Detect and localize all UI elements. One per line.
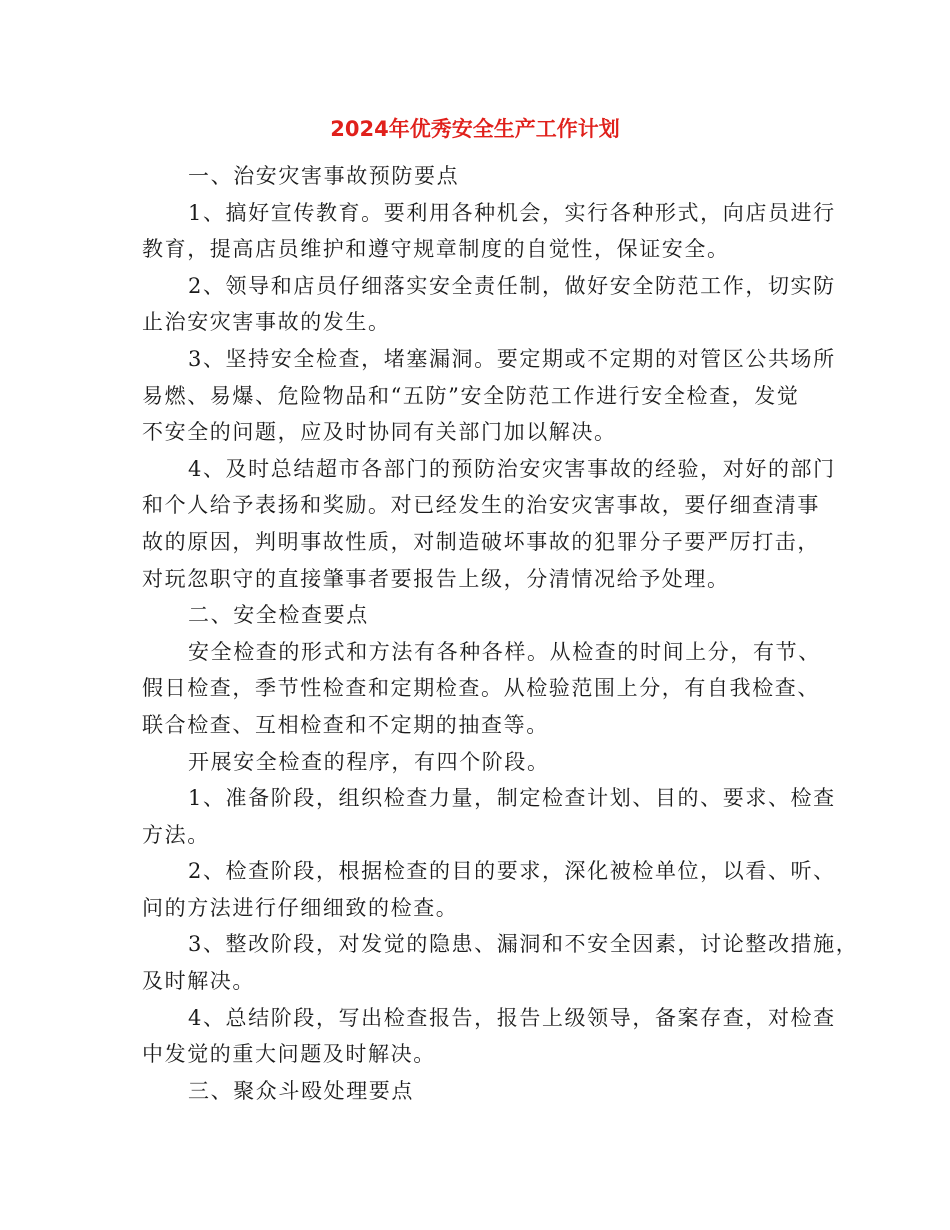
document-title: 2024年优秀安全生产工作计划 bbox=[330, 117, 620, 141]
document-body bbox=[142, 158, 859, 1109]
paragraph-continuation-line: 方法。 bbox=[142, 822, 210, 847]
paragraph-first-line: 安全检查的形式和方法有各种各样。从检查的时间上分，有节、 bbox=[188, 639, 821, 664]
paragraph-continuation-line: 和个人给予表扬和奖励。对已经发生的治安灾害事故，要仔细查清事 bbox=[142, 493, 820, 518]
paragraph-first-line: 2、检查阶段，根据检查的目的要求，深化被检单位，以看、听、 bbox=[188, 859, 836, 884]
paragraph-first-line: 3、整改阶段，对发觉的隐患、漏洞和不安全因素，讨论整改措施， bbox=[188, 932, 859, 957]
paragraph-continuation-line: 易燃、易爆、危险物品和“五防”安全防范工作进行安全检查，发觉 bbox=[142, 383, 800, 408]
paragraph-continuation-line: 对玩忽职守的直接肇事者要报告上级，分清情况给予处理。 bbox=[142, 566, 730, 591]
paragraph-continuation-line: 不安全的问题，应及时协同有关部门加以解决。 bbox=[142, 420, 617, 445]
paragraph-first-line: 三、聚众斗殴处理要点 bbox=[188, 1078, 414, 1103]
paragraph-continuation-line: 故的原因，判明事故性质，对制造破坏事故的犯罪分子要严厉打击， bbox=[142, 529, 820, 554]
paragraph-first-line: 1、搞好宣传教育。要利用各种机会，实行各种形式，向店员进行 bbox=[188, 200, 836, 225]
paragraph-first-line: 2、领导和店员仔细落实安全责任制，做好安全防范工作，切实防 bbox=[188, 273, 836, 298]
paragraph-first-line: 1、准备阶段，组织检查力量，制定检查计划、目的、要求、检查 bbox=[188, 786, 836, 811]
paragraph-first-line: 4、及时总结超市各部门的预防治安灾害事故的经验，对好的部门 bbox=[188, 456, 836, 481]
paragraph-continuation-line: 教育，提高店员维护和遵守规章制度的自觉性，保证安全。 bbox=[142, 237, 730, 262]
paragraph-first-line: 一、治安灾害事故预防要点 bbox=[188, 164, 460, 188]
paragraph-continuation-line: 假日检查，季节性检查和定期检查。从检验范围上分，有自我检查、 bbox=[142, 676, 820, 701]
paragraph-first-line: 3、坚持安全检查，堵塞漏洞。要定期或不定期的对管区公共场所 bbox=[188, 346, 836, 371]
paragraph-first-line: 二、安全检查要点 bbox=[188, 603, 369, 628]
paragraph-continuation-line: 及时解决。 bbox=[142, 969, 255, 994]
paragraph-first-line: 4、总结阶段，写出检查报告，报告上级领导，备案存查，对检查 bbox=[188, 1005, 836, 1030]
paragraph-continuation-line: 联合检查、互相检查和不定期的抽查等。 bbox=[142, 712, 549, 737]
paragraph-continuation-line: 止治安灾害事故的发生。 bbox=[142, 310, 391, 335]
paragraph-continuation-line: 问的方法进行仔细细致的检查。 bbox=[142, 895, 459, 920]
paragraph-continuation-line: 中发觉的重大问题及时解决。 bbox=[142, 1042, 436, 1067]
paragraph-first-line: 开展安全检查的程序，有四个阶段。 bbox=[188, 749, 550, 774]
